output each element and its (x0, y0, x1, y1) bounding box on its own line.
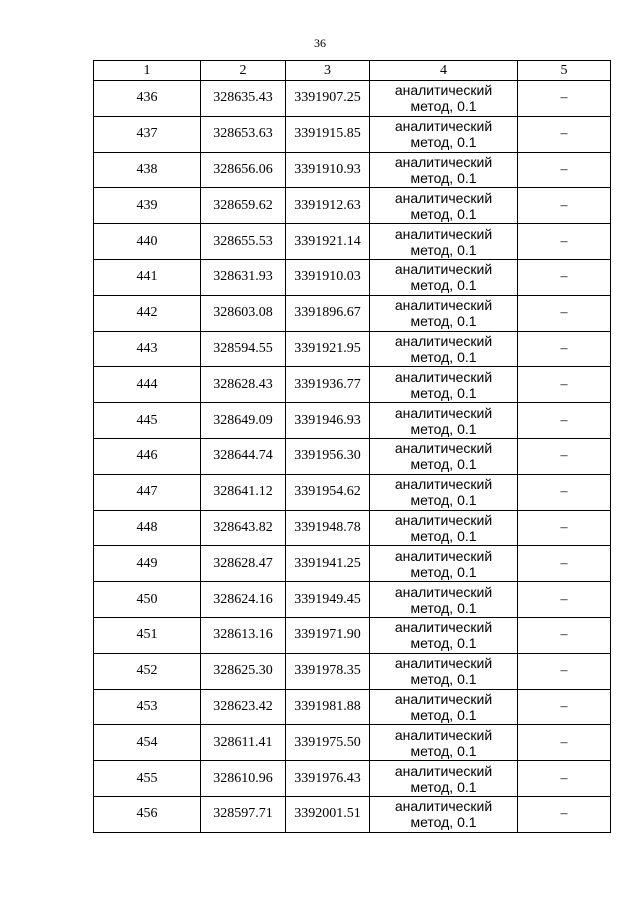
coord-x: 328659.62 (201, 188, 286, 224)
coord-y: 3391971.90 (286, 617, 370, 653)
coord-y: 3391975.50 (286, 725, 370, 761)
coord-x: 328649.09 (201, 403, 286, 439)
table-row (94, 295, 611, 331)
point-number: 439 (94, 188, 201, 224)
method-line-1: аналитический (394, 261, 493, 278)
method-line-2: метод, 0.1 (410, 348, 477, 365)
coord-y: 3391954.62 (286, 474, 370, 510)
coord-y: 3391978.35 (286, 653, 370, 689)
coord-x: 328597.71 (201, 796, 286, 832)
note-cell: – (518, 331, 611, 367)
point-number: 436 (94, 81, 201, 117)
note-cell: – (518, 474, 611, 510)
method-cell (370, 116, 518, 152)
method-line-1: аналитический (394, 404, 493, 421)
method-line-2: метод, 0.1 (410, 98, 477, 115)
method-cell (370, 761, 518, 797)
method-line-1: аналитический (394, 690, 493, 707)
method-line-2: метод, 0.1 (410, 241, 477, 258)
point-number: 448 (94, 510, 201, 546)
note-cell: – (518, 81, 611, 117)
method-cell (370, 367, 518, 403)
coord-y: 3391976.43 (286, 761, 370, 797)
method-line-2: метод, 0.1 (410, 635, 477, 652)
table-row (94, 474, 611, 510)
method-line-1: аналитический (394, 726, 493, 743)
coord-x: 328628.47 (201, 546, 286, 582)
method-cell (370, 438, 518, 474)
method-line-2: метод, 0.1 (410, 384, 477, 401)
method-line-2: метод, 0.1 (410, 599, 477, 616)
coord-x: 328603.08 (201, 295, 286, 331)
note-cell: – (518, 188, 611, 224)
table-row (94, 617, 611, 653)
point-number: 451 (94, 617, 201, 653)
table-header-row (94, 61, 611, 81)
method-cell (370, 295, 518, 331)
note-cell: – (518, 617, 611, 653)
header-col-5: 5 (518, 61, 611, 81)
point-number: 440 (94, 224, 201, 260)
method-line-2: метод, 0.1 (410, 814, 477, 831)
method-cell (370, 510, 518, 546)
method-line-2: метод, 0.1 (410, 134, 477, 151)
method-line-2: метод, 0.1 (410, 742, 477, 759)
method-line-1: аналитический (394, 118, 493, 135)
table-row (94, 582, 611, 618)
method-line-2: метод, 0.1 (410, 778, 477, 795)
method-line-1: аналитический (394, 368, 493, 385)
note-cell: – (518, 582, 611, 618)
method-line-1: аналитический (394, 189, 493, 206)
coord-y: 3391936.77 (286, 367, 370, 403)
coord-y: 3391956.30 (286, 438, 370, 474)
note-cell: – (518, 761, 611, 797)
point-number: 438 (94, 152, 201, 188)
method-line-1: аналитический (394, 440, 493, 457)
table-row (94, 188, 611, 224)
method-line-1: аналитический (394, 82, 493, 99)
table-row (94, 796, 611, 832)
method-line-2: метод, 0.1 (410, 277, 477, 294)
point-number: 446 (94, 438, 201, 474)
method-cell (370, 617, 518, 653)
coord-x: 328655.53 (201, 224, 286, 260)
point-number: 449 (94, 546, 201, 582)
table-row (94, 116, 611, 152)
method-line-1: аналитический (394, 332, 493, 349)
method-cell (370, 81, 518, 117)
table-row (94, 152, 611, 188)
coord-y: 3391921.14 (286, 224, 370, 260)
method-line-2: метод, 0.1 (410, 205, 477, 222)
coord-x: 328631.93 (201, 259, 286, 295)
point-number: 456 (94, 796, 201, 832)
method-line-1: аналитический (394, 153, 493, 170)
note-cell: – (518, 403, 611, 439)
coord-x: 328653.63 (201, 116, 286, 152)
coord-y: 3391946.93 (286, 403, 370, 439)
coord-y: 3391949.45 (286, 582, 370, 618)
table-row (94, 259, 611, 295)
point-number: 452 (94, 653, 201, 689)
coord-x: 328628.43 (201, 367, 286, 403)
coord-x: 328656.06 (201, 152, 286, 188)
header-col-1: 1 (94, 61, 201, 81)
method-cell (370, 188, 518, 224)
coord-y: 3392001.51 (286, 796, 370, 832)
note-cell: – (518, 116, 611, 152)
method-line-1: аналитический (394, 476, 493, 493)
method-cell (370, 331, 518, 367)
method-cell (370, 689, 518, 725)
table-row (94, 725, 611, 761)
coord-y: 3391941.25 (286, 546, 370, 582)
header-col-2: 2 (201, 61, 286, 81)
coord-x: 328641.12 (201, 474, 286, 510)
page-number: 36 (314, 36, 326, 50)
point-number: 454 (94, 725, 201, 761)
method-line-1: аналитический (394, 297, 493, 314)
point-number: 443 (94, 331, 201, 367)
method-line-2: метод, 0.1 (410, 706, 477, 723)
header-col-4: 4 (370, 61, 518, 81)
point-number: 450 (94, 582, 201, 618)
method-line-2: метод, 0.1 (410, 492, 477, 509)
note-cell: – (518, 438, 611, 474)
table-row (94, 81, 611, 117)
table-row (94, 331, 611, 367)
coord-y: 3391915.85 (286, 116, 370, 152)
method-cell (370, 796, 518, 832)
coord-y: 3391912.63 (286, 188, 370, 224)
method-line-2: метод, 0.1 (410, 563, 477, 580)
table-row (94, 689, 611, 725)
table-row (94, 403, 611, 439)
note-cell: – (518, 689, 611, 725)
method-line-1: аналитический (394, 511, 493, 528)
method-line-2: метод, 0.1 (410, 169, 477, 186)
method-cell (370, 582, 518, 618)
note-cell: – (518, 224, 611, 260)
coord-x: 328610.96 (201, 761, 286, 797)
method-line-1: аналитический (394, 225, 493, 242)
point-number: 442 (94, 295, 201, 331)
method-line-1: аналитический (394, 762, 493, 779)
method-line-1: аналитический (394, 619, 493, 636)
table-row (94, 224, 611, 260)
note-cell: – (518, 367, 611, 403)
table-row (94, 546, 611, 582)
header-col-3: 3 (286, 61, 370, 81)
table-row (94, 761, 611, 797)
method-cell (370, 224, 518, 260)
point-number: 445 (94, 403, 201, 439)
table-row (94, 653, 611, 689)
method-cell (370, 474, 518, 510)
coord-x: 328613.16 (201, 617, 286, 653)
point-number: 437 (94, 116, 201, 152)
table-row (94, 438, 611, 474)
note-cell: – (518, 796, 611, 832)
note-cell: – (518, 295, 611, 331)
method-cell (370, 546, 518, 582)
coord-y: 3391910.03 (286, 259, 370, 295)
method-line-1: аналитический (394, 547, 493, 564)
method-cell (370, 653, 518, 689)
method-line-2: метод, 0.1 (410, 456, 477, 473)
note-cell: – (518, 653, 611, 689)
method-line-1: аналитический (394, 583, 493, 600)
method-line-1: аналитический (394, 798, 493, 815)
method-line-2: метод, 0.1 (410, 527, 477, 544)
coord-y: 3391896.67 (286, 295, 370, 331)
point-number: 453 (94, 689, 201, 725)
coord-y: 3391910.93 (286, 152, 370, 188)
coord-x: 328643.82 (201, 510, 286, 546)
method-cell (370, 725, 518, 761)
coord-x: 328611.41 (201, 725, 286, 761)
note-cell: – (518, 152, 611, 188)
coord-x: 328623.42 (201, 689, 286, 725)
coord-y: 3391921.95 (286, 331, 370, 367)
method-cell (370, 259, 518, 295)
coord-x: 328625.30 (201, 653, 286, 689)
coord-x: 328624.16 (201, 582, 286, 618)
point-number: 444 (94, 367, 201, 403)
coordinates-table (93, 60, 611, 833)
note-cell: – (518, 259, 611, 295)
table-body (94, 81, 611, 833)
point-number: 455 (94, 761, 201, 797)
method-cell (370, 403, 518, 439)
coord-y: 3391981.88 (286, 689, 370, 725)
method-line-2: метод, 0.1 (410, 313, 477, 330)
method-line-2: метод, 0.1 (410, 420, 477, 437)
point-number: 441 (94, 259, 201, 295)
note-cell: – (518, 546, 611, 582)
table-row (94, 510, 611, 546)
point-number: 447 (94, 474, 201, 510)
table-row (94, 367, 611, 403)
method-line-2: метод, 0.1 (410, 671, 477, 688)
coord-y: 3391948.78 (286, 510, 370, 546)
method-cell (370, 152, 518, 188)
note-cell: – (518, 725, 611, 761)
coord-x: 328635.43 (201, 81, 286, 117)
coord-x: 328594.55 (201, 331, 286, 367)
note-cell: – (518, 510, 611, 546)
method-line-1: аналитический (394, 655, 493, 672)
coord-y: 3391907.25 (286, 81, 370, 117)
coord-x: 328644.74 (201, 438, 286, 474)
